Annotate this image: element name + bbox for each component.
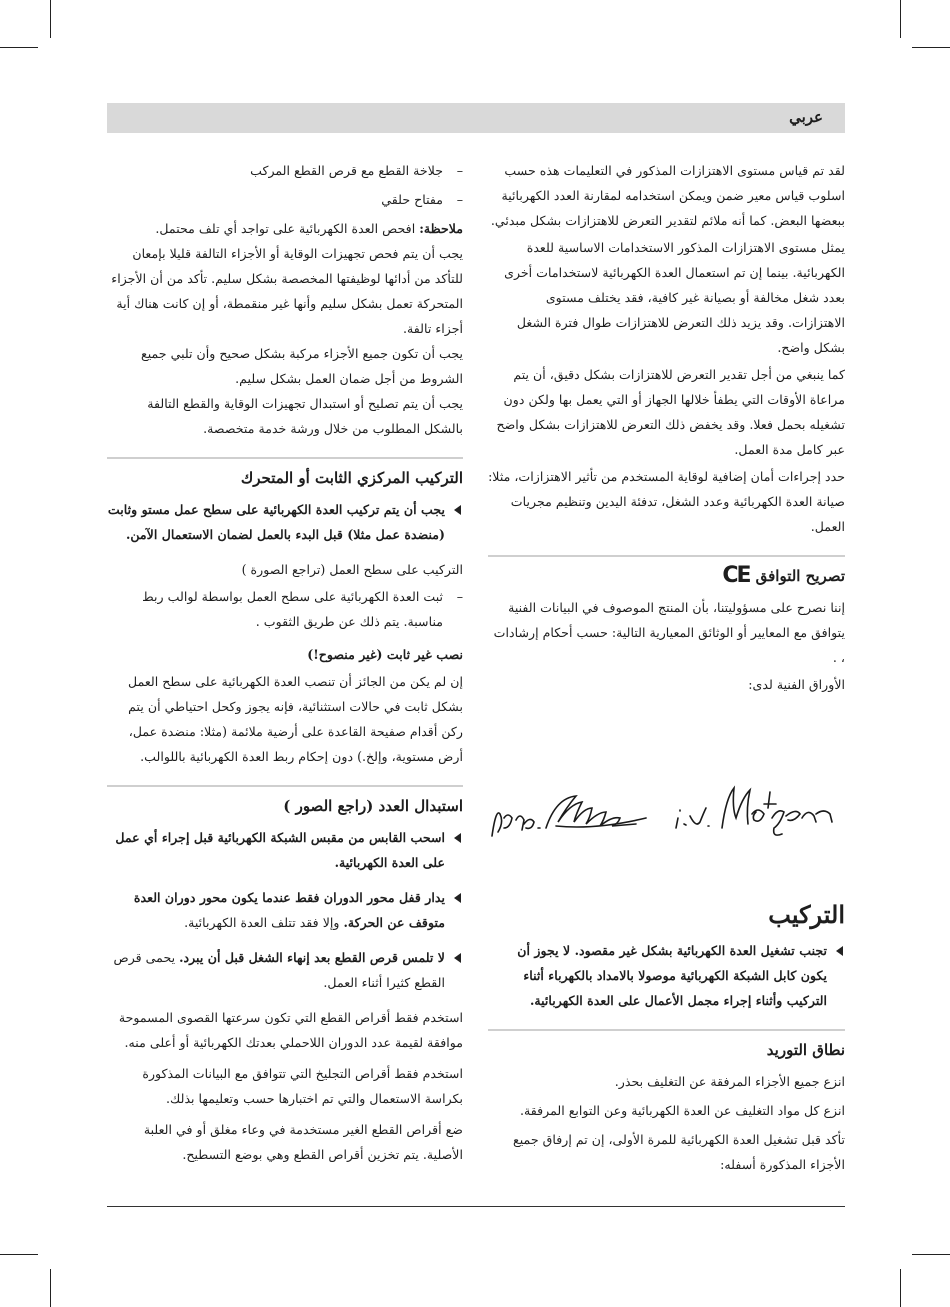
language-label: عربي — [789, 108, 823, 126]
vibration-paragraph: كما ينبغي من أجل تقدير التعرض للاهتزازات بشكل دقيق، أن يتم مراعاة الأوقات التي يطفأ خلالها الجهاز أو التي يعمل بها ولكن دون تشغيله بحمل فعلا. وقد يخفض ذلك التعرض للاهتزازات بشكل واضح عبر كامل مدة العمل. — [496, 367, 845, 457]
conformity-title: تصريح التوافق — [755, 567, 845, 585]
delivery-item: انزع كل مواد التغليف عن العدة الكهربائية وعن التوابع المرفقة. — [519, 1103, 845, 1118]
vibration-paragraph: يمثل مستوى الاهتزازات المذكور الاستخدامات الاساسية للعدة الكهربائية. بينما إن تم استعمال العدة الكهربائية لاستخدامات أخرى بعدد شغل مخالفة أو بصيانة غير كافية، فقد يختلف مستوى الاهتزازات. وقد يزيد ذلك التعرض للاهتزازات طوال فترة الشغل بشكل واضح. — [504, 240, 845, 355]
replace-paragraph: ضع أقراص القطع الغير مستخدمة في وعاء مغلق أو في العلبة الأصلية. يتم تخزين أقراص القطع وهي بوضع التسطيح. — [143, 1122, 463, 1162]
crop-mark — [50, 1269, 51, 1307]
list-item-text: جلاخة القطع مع قرص القطع المركب — [250, 163, 443, 178]
check-paragraph: يجب أن تكون جميع الأجزاء مركبة بشكل صحيح وأن تلبي جميع الشروط من أجل ضمان العمل بشكل سليم. — [141, 346, 463, 386]
section-divider — [488, 1029, 845, 1031]
check-paragraph: يجب أن يتم فحص تجهيزات الوقاية أو الأجزاء التالفة قليلا بإمعان للتأكد من أدائها لوظيفتها المخصصة بشكل سليم. تأكد من أن الأجزاء المتحركة تعمل بشكل سليم وأنها غير منقمطة، أو إن كانت هناك أية أجزاء تالفة. — [111, 246, 463, 336]
list-item-text: مفتاح حلقي — [381, 192, 443, 207]
right-column — [488, 158, 845, 699]
bullet-triangle-icon — [454, 893, 461, 903]
note-text: افحص العدة الكهربائية على تواجد أي تلف محتمل. — [155, 221, 420, 236]
crop-mark — [900, 1269, 901, 1307]
list-item — [107, 187, 463, 212]
footer-rule — [107, 1206, 845, 1207]
bullet-triangle-icon — [454, 505, 461, 515]
replace-title: استبدال العدد (راجع الصور ) — [283, 797, 463, 815]
crop-mark — [912, 47, 950, 48]
delivery-item: تأكد قبل تشغيل العدة الكهربائية للمرة الأولى، إن تم إرفاق جميع الأجزاء المذكورة أسفله: — [513, 1132, 845, 1172]
delivery-title: نطاق التوريد — [766, 1041, 845, 1059]
bullet-triangle-icon — [454, 953, 461, 963]
assembly-warning — [488, 938, 845, 1013]
section-divider — [488, 555, 845, 557]
language-header-bar — [107, 103, 845, 133]
crop-mark — [900, 0, 901, 38]
crop-mark — [0, 1254, 38, 1255]
replace-bullet — [107, 945, 463, 995]
replace-paragraph: استخدم فقط أقراص التجليخ التي تتوافق مع البيانات المذكورة بكراسة الاستعمال والتي تم اختبارها حسب وتعليمها بذلك. — [142, 1066, 463, 1106]
section-divider — [107, 785, 463, 787]
assembly-warning-text: تجنب تشغيل العدة الكهربائية بشكل غير مقصود. لا يجوز أن يكون كابل الشبكة الكهربائية موصولا بالامداد بالكهرباء أثناء التركيب وأثناء إجراء مجمل الأعمال على العدة الكهربائية. — [517, 943, 827, 1008]
note-label: ملاحظة: — [419, 221, 463, 236]
loose-mount-text: إن لم يكن من الجائز أن تنصب العدة الكهربائية على سطح العمل بشكل ثابت في حالات استثنائية، فإنه يجوز وكحل احتياطي أن يتم ركن أقدام صفيحة القاعدة على أرضية ملائمة (مثلا: منضدة عمل، أرض مستوية، وإلخ.) دون إحكام ربط العدة الكهربائية باللوالب. — [128, 674, 463, 764]
conformity-heading — [488, 565, 845, 587]
mounting-warning — [107, 497, 463, 547]
replace-bullet-tail: وإلا فقد تتلف العدة الكهربائية. — [184, 915, 344, 930]
surface-mount-text: ثبت العدة الكهربائية على سطح العمل بواسطة لوالب ربط مناسبة. يتم ذلك عن طريق الثقوب . — [142, 589, 443, 629]
replace-paragraph: استخدم فقط أقراص القطع التي تكون سرعتها القصوى المسموحة موافقة لقيمة عدد الدوران اللاحملي بعدتك الكهربائية أو أعلى منه. — [118, 1010, 463, 1050]
surface-mount-item — [107, 584, 463, 634]
left-column — [107, 158, 463, 1169]
replace-bullet-tail: يحمى قرص القطع كثيرا أثناء العمل. — [113, 950, 445, 990]
crop-mark — [912, 1254, 950, 1255]
note-paragraph — [107, 216, 463, 241]
conformity-text: إننا نصرح على مسؤوليتنا، بأن المنتج الموصوف في البيانات الفنية يتوافق مع المعايير أو الوثائق المعيارية التالية: حسب أحكام إرشادات ، . — [493, 600, 845, 665]
dash-marker: – — [456, 192, 463, 207]
replace-bullet-text: لا تلمس قرص القطع بعد إنهاء الشغل قبل أن يبرد. — [179, 950, 445, 965]
crop-mark — [50, 0, 51, 38]
assembly-title: التركيب — [768, 900, 845, 929]
right-column-lower — [488, 900, 845, 1179]
technical-file-text: الأوراق الفنية لدى: — [748, 677, 845, 692]
bullet-triangle-icon — [836, 946, 843, 956]
dash-marker: – — [456, 589, 463, 604]
delivery-item: انزع جميع الأجزاء المرفقة عن التغليف بحذر. — [614, 1074, 845, 1089]
ce-mark-icon: CE — [722, 563, 750, 588]
vibration-paragraph: لقد تم قياس مستوى الاهتزازات المذكور في التعليمات هذه حسب اسلوب قياس معير ضمن ويمكن استخدامه لمقارنة العدد الكهربائية ببعضها البعض. كما أنه ملائم لتقدير التعرض للاهتزازات بشكل مبدئي. — [490, 163, 845, 228]
vibration-paragraph: حدد إجراءات أمان إضافية لوقاية المستخدم من تأثير الاهتزازات، مثلا: صيانة العدة الكهربائية وعدد الشغل، تدفئة اليدين وتنظيم مجريات العمل. — [488, 469, 845, 534]
dash-marker: – — [456, 163, 463, 178]
check-paragraph: يجب أن يتم تصليح أو استبدال تجهيزات الوقاية والقطع التالفة بالشكل المطلوب من خلال ورشة خدمة متخصصة. — [147, 396, 463, 436]
replace-bullet-text: اسحب القابس من مقبس الشبكة الكهربائية قبل إجراء أي عمل على العدة الكهربائية. — [115, 830, 445, 870]
section-divider — [107, 457, 463, 459]
signature-image — [486, 778, 846, 848]
replace-bullet — [107, 885, 463, 935]
mounting-title: التركيب المركزي الثابت أو المتحرك — [240, 469, 463, 487]
crop-mark — [0, 47, 38, 48]
replace-bullet — [107, 825, 463, 875]
replace-bullet-text: يدار قفل محور الدوران فقط عندما يكون محور دوران العدة متوقف عن الحركة. — [133, 890, 445, 930]
list-item — [107, 158, 463, 183]
bullet-triangle-icon — [454, 833, 461, 843]
mounting-warning-text: يجب أن يتم تركيب العدة الكهربائية على سطح عمل مستو وثابت (منضدة عمل مثلا) قبل البدء بالعمل لضمان الاستعمال الآمن. — [107, 502, 445, 542]
loose-mount-title: نصب غير ثابت (غير منصوح!) — [307, 647, 463, 662]
surface-mount-title: التركيب على سطح العمل (تراجع الصورة ) — [241, 562, 463, 577]
